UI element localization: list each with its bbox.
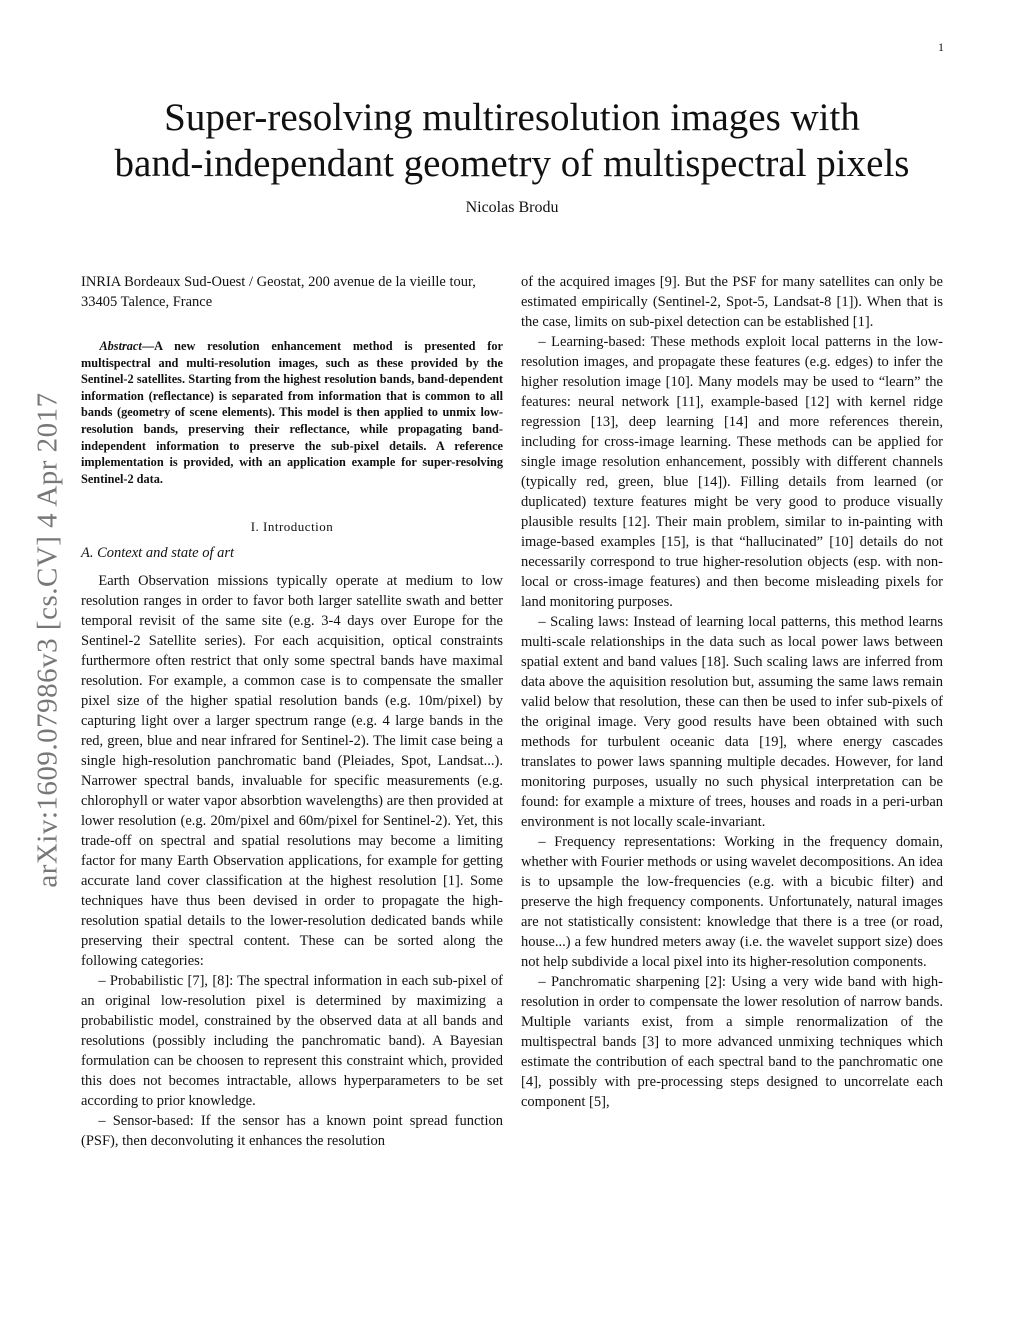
- subsection-heading: A. Context and state of art: [81, 545, 235, 562]
- abstract: [81, 338, 503, 487]
- paragraph: – Sensor-based: If the sensor has a known point spread function (PSF), then deconvoluting it enhances the resolution: [81, 1113, 503, 1150]
- author-name: Nicolas Brodu: [465, 199, 559, 216]
- paragraph: – Learning-based: These methods exploit local patterns in the low-resolution images, and propagate these features (e.g. edges) to infer the higher resolution image [10]. Many models may be used to “learn” the features: neural network [11], example-based [12] with kernel ridge regression [13], deep learning [14] and more references therein, including for cross-image learning. These methods can be applied for single image resolution enhancement, possibly with different channels (typically red, green, blue [14]). Filling details from learned (or duplicated) texture features might be very good to produce visually plausible results [12]. Their main problem, similar to in-painting with image-based examples [15], is that “hallucinated” [10] details do not necessarily correspond to true higher-resolution objects (esp. with non-local or cross-image features) and then become misleading pixels for land monitoring purposes.: [521, 334, 943, 610]
- paragraph: – Probabilistic [7], [8]: The spectral information in each sub-pixel of an original low-resolution pixel is determined by maximizing a probabilistic model, constrained by the observed data at all bands and resolutions (possibly including the panchromatic band). A Bayesian formulation can be choosen to represent this constraint which, provided this does not becomes intractable, allows hyperparameters to be set according to prior knowledge.: [81, 973, 503, 1110]
- abstract-text: —A new resolution enhancement method is presented for multispectral and multi-resolution images, such as these provided by the Sentinel-2 satellites. Starting from the highest resolution bands, band-dependent information (reflectance) is separated from information that is common to all bands (geometry of scene elements). This model is then applied to unmix low-resolution bands, preserving their reflectance, while propagating band-independent information to preserve the sub-pixel details. A reference implementation is provided, with an application example for super-resolving Sentinel-2 data.: [81, 339, 503, 486]
- abstract-label: Abstract: [99, 339, 142, 353]
- left-column: [81, 272, 503, 1151]
- paper-title: [60, 95, 964, 187]
- paragraph-continuation: of the acquired images [9]. But the PSF for many satellites can only be estimated empirically (Sentinel-2, Spot-5, Landsat-8 [1]). When that is the case, limits on sub-pixel detection can be established [1].: [521, 274, 943, 330]
- paragraph: – Panchromatic sharpening [2]: Using a very wide band with high-resolution in order to compensate the lower resolution of narrow bands. Multiple variants exist, from a simple renormalization of the multispectral bands [3] to more advanced unmixing techniques which estimate the contribution of each spectral band to the panchromatic one [4], possibly with pre-processing steps designed to uncorrelate each component [5],: [521, 974, 943, 1110]
- page-number: 1: [938, 40, 944, 54]
- right-column: [521, 272, 943, 1112]
- arxiv-identifier: arXiv:1609.07986v3 [cs.CV] 4 Apr 2017: [31, 392, 64, 888]
- title-line: band-independant geometry of multispectral pixels: [114, 142, 910, 185]
- section-heading: I. Introduction: [250, 519, 334, 535]
- affiliation: INRIA Bordeaux Sud-Ouest / Geostat, 200 avenue de la vieille tour, 33405 Talence, France: [81, 274, 476, 310]
- paragraph: – Frequency representations: Working in the frequency domain, whether with Fourier methods or using wavelet decompositions. An idea is to upsample the low-frequencies (e.g. with a bicubic filter) and preserve the high frequency components. Unfortunately, natural images are not statistically consistent: knowledge that there is a tree (or road, house...) a few hundred meters away (i.e. the wavelet support size) does not help subdivide a local pixel into its higher-resolution components.: [521, 834, 943, 970]
- paragraph: Earth Observation missions typically operate at medium to low resolution ranges in order to favor both larger satellite swath and better temporal revisit of the same site (e.g. 3-4 days over Europe for the Sentinel-2 Satellite series). For each acquisition, optical constraints furthermore often restrict that only some spectral bands have maximal resolution. For example, a common case is to compensate the smaller pixel size of the higher spatial resolution bands (e.g. 10m/pixel) by capturing light over a larger spectrum range (e.g. 4 large bands in the red, green, blue and near infrared for Sentinel-2). The limit case being a single high-resolution panchromatic band (Pleiades, Spot, Landsat...). Narrower spectral bands, invaluable for specific measurements (e.g. chlorophyll or water vapor absorbtion wavelengths) are then provided at lower resolution (e.g. 20m/pixel and 60m/pixel for Sentinel-2). Yet, this trade-off on spectral and spatial resolutions may become a limiting factor for many Earth Observation applications, for example for getting accurate land cover classification at the highest resolution [1]. Some techniques have thus been devised in order to propagate the high-resolution spatial details to the lower-resolution dedicated bands while preserving their spectral content. These can be sorted along the following categories:: [81, 573, 503, 970]
- paragraph: – Scaling laws: Instead of learning local patterns, this method learns multi-scale relationships in the data such as local power laws between spatial extent and band values [18]. Such scaling laws are inferred from data above the aquisition resolution but, assuming the same laws remain valid below that resolution, these can then be used to infer sub-pixels of the original image. Very good results have been obtained with such methods for turbulent oceanic data [19], where energy cascades translates to power laws spanning multiple decades. However, for land monitoring purposes, usually no such physical interpretation can be found: for example a mixture of trees, houses and roads in a peri-urban environment is not locally scale-invariant.: [521, 614, 943, 830]
- title-line: Super-resolving multiresolution images with: [164, 96, 860, 139]
